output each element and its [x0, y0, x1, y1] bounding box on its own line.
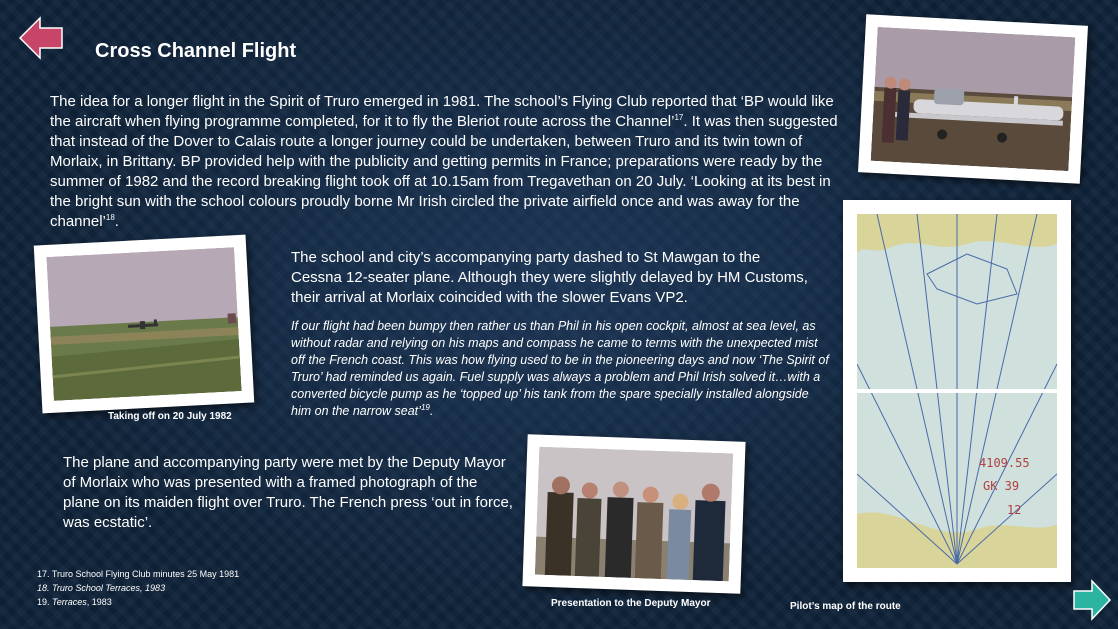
map-annotation-3: 12: [1007, 503, 1022, 517]
footnote-19-year: , 1983: [86, 597, 112, 607]
presentation-caption: Presentation to the Deputy Mayor: [551, 598, 711, 609]
intro-text-end: .: [114, 213, 119, 230]
party-paragraph: The school and city’s accompanying party dashed to St Mawgan to the Cessna 12-seater plane. Although they were slightly delayed by HM Customs, their arrival at Morlaix coincided with the slower Evans VP2.: [291, 249, 808, 306]
presentation-photo: [522, 434, 745, 594]
footnote-19-title: Terraces: [52, 597, 87, 607]
plane-photo: [858, 14, 1088, 183]
footnote-17: 17. Truro School Flying Club minutes 25 May 1981: [37, 569, 240, 579]
next-arrow-button[interactable]: [1072, 579, 1112, 621]
footnote-19-number: 19.: [37, 597, 50, 607]
deputy-mayor-paragraph: The plane and accompanying party were met by the Deputy Mayor of Morlaix who was presented with a framed photograph of the plane on its maiden flight over Truro. The French press ‘out in force, was ecstatic’.: [63, 454, 513, 531]
takeoff-caption: Taking off on 20 July 1982: [108, 411, 232, 422]
intro-paragraph: [50, 92, 850, 232]
map-caption: Pilot’s map of the route: [790, 601, 901, 612]
footnotes: [37, 567, 239, 609]
pilot-quote: [291, 318, 831, 420]
footnote-ref-18: 18: [105, 213, 115, 222]
footnote-19: [37, 595, 239, 609]
intro-text-part2: . It was then suggested that instead of the Dover to Calais route a longer journey could be undertaken, between Truro and its twin town of Morlaix, in Brittany. BP provided help with the publicity and getting permits in France; preparations were ready by the summer of 1982 and the record breaking flight took off at 10.15am from Tregavethan on 20 July. ‘Looking at its best in the bright sun with the school colours proudly borne Mr Irish circled the private airfield once and was away for the channel’: [50, 113, 838, 230]
page-title: Cross Channel Flight: [95, 40, 297, 62]
map-annotation-2: GK 39: [983, 479, 1020, 493]
map-annotation-1: 4109.55: [979, 456, 1030, 470]
arrow-right-icon: [1072, 579, 1112, 621]
takeoff-photo: [34, 235, 255, 414]
quote-end: .: [429, 404, 434, 418]
intro-text-part1: The idea for a longer flight in the Spirit of Truro emerged in 1981. The school’s Flying Club reported that ‘BP would like the aircraft when flying programme completed, for it to fly the Bleriot route across the Channel’: [50, 93, 834, 130]
back-arrow-button[interactable]: [18, 16, 64, 60]
quote-text: If our flight had been bumpy then rather us than Phil in his open cockpit, almost at sea level, as without radar and relying on his maps and compass he came to terms with the unexpected mist off the French coast. This was how flying used to be in the pioneering days and now ‘The Spirit of Truro’ had reminded us again. Fuel supply was always a problem and Phil Irish solved it…with a converted bicycle pump as he ‘topped up’ his tank from the spare specially installed alongside him on the narrow seat’: [291, 319, 829, 418]
footnote-ref-17: 17: [674, 113, 684, 122]
pilot-map: [843, 200, 1071, 582]
footnote-ref-19: 19: [420, 402, 430, 412]
footnote-18: 18. Truro School Terraces, 1983: [37, 583, 166, 593]
arrow-left-icon: [18, 16, 64, 60]
